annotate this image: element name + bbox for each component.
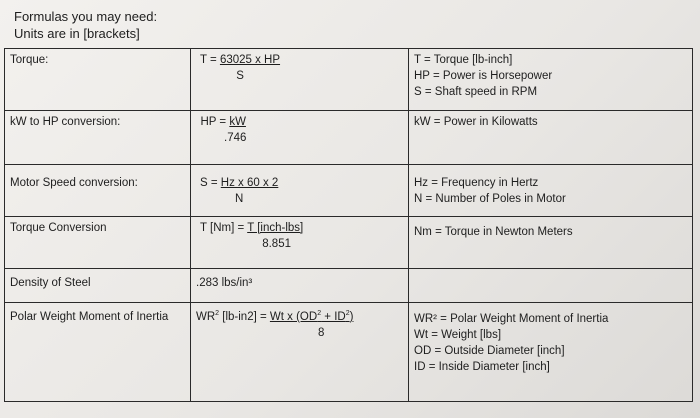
density-value: .283 lbs/in³ [196, 277, 253, 289]
formula-denominator: 8 [318, 327, 325, 339]
formula-denominator: .746 [224, 132, 247, 144]
formula-numerator: T [Nm] = T [inch-lbs] [200, 222, 304, 234]
page-heading [14, 8, 157, 42]
table-row-polar-moment [5, 303, 693, 402]
formula-denominator: N [235, 193, 244, 205]
formula-denominator: S [236, 70, 244, 82]
table-row-torque [5, 49, 693, 111]
definition-line: T = Torque [lb-inch] [414, 54, 513, 66]
definitions-cell [409, 217, 693, 269]
row-label: kW to HP conversion: [5, 111, 191, 165]
row-label: Density of Steel [5, 269, 191, 303]
formulas-table [4, 48, 693, 402]
formula-cell [191, 217, 409, 269]
definitions-cell [409, 49, 693, 111]
row-label: Motor Speed conversion: [5, 165, 191, 217]
definition-line: HP = Power is Horsepower [414, 70, 553, 82]
formula-numerator: T = 63025 x HP [200, 54, 281, 66]
table-row-torque-conversion [5, 217, 693, 269]
row-label: Torque: [5, 49, 191, 111]
definition-line: Wt = Weight [lbs] [414, 329, 502, 341]
definition-line: Nm = Torque in Newton Meters [414, 226, 573, 238]
table-row-kw-to-hp [5, 111, 693, 165]
heading-units-note: Units are in [brackets] [14, 26, 140, 41]
definitions-cell [409, 269, 693, 303]
formula-cell [191, 49, 409, 111]
table-row-motor-speed [5, 165, 693, 217]
formula-numerator: $WR^2$ [lb-in2] = Wt x $(OD^2 + ID^2)$ [196, 310, 354, 323]
definitions-cell [409, 303, 693, 402]
table-row-density-steel [5, 269, 693, 303]
formula-numerator: HP = kW [200, 116, 246, 128]
heading-title: Formulas you may need: [14, 9, 158, 24]
formula-denominator: 8.851 [262, 238, 291, 250]
definition-line: N = Number of Poles in Motor [414, 193, 566, 205]
definition-line: kW = Power in Kilowatts [414, 116, 538, 128]
definition-line: WR² = Polar Weight Moment of Inertia [414, 313, 609, 325]
definitions-cell [409, 165, 693, 217]
definition-line: OD = Outside Diameter [inch] [414, 345, 565, 357]
definition-line: ID = Inside Diameter [inch] [414, 361, 550, 373]
formula-cell [191, 303, 409, 402]
row-label: Polar Weight Moment of Inertia [5, 303, 191, 402]
row-label: Torque Conversion [5, 217, 191, 269]
definition-line: S = Shaft speed in RPM [414, 86, 538, 98]
definition-line: Hz = Frequency in Hertz [414, 177, 539, 189]
definitions-cell [409, 111, 693, 165]
formula-cell [191, 269, 409, 303]
formula-cell [191, 165, 409, 217]
formula-cell [191, 111, 409, 165]
formula-numerator: S = Hz x 60 x 2 [200, 177, 279, 189]
